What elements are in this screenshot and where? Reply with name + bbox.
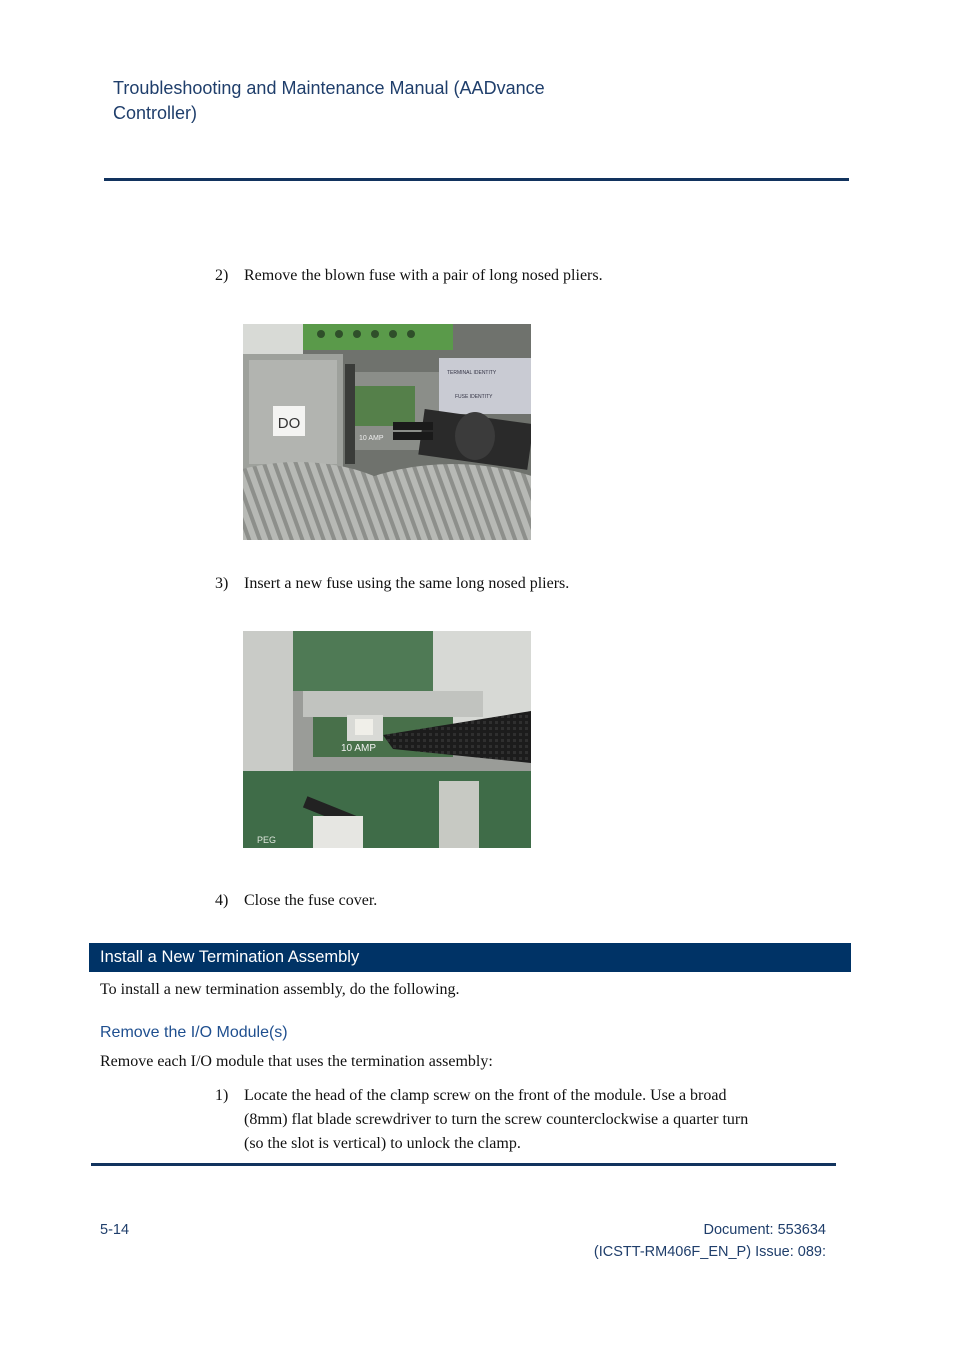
- photo-insert-fuse: [243, 631, 531, 848]
- step-number: 3): [215, 575, 229, 592]
- board-peg-text: PEG: [257, 835, 277, 845]
- step-number: 2): [215, 267, 229, 284]
- do-label: DO: [277, 415, 301, 432]
- footer-divider: [91, 1163, 836, 1166]
- step-4: [215, 889, 835, 913]
- subsection-intro: Remove each I/O module that uses the termination assembly:: [100, 1053, 493, 1070]
- document-header-title: Troubleshooting and Maintenance Manual (AADvance Controller): [113, 78, 545, 123]
- step-text-line-2: (8mm) flat blade screwdriver to turn the screw counterclockwise a quarter turn: [244, 1111, 749, 1128]
- header-divider: [104, 178, 849, 181]
- subsection-heading-remove-io-modules: Remove the I/O Module(s): [100, 1024, 288, 1041]
- sticker-terminal-identity: TERMINAL IDENTITY: [447, 370, 497, 376]
- page-number: 5-14: [100, 1222, 130, 1238]
- step-number: 4): [215, 892, 229, 909]
- photo-remove-fuse-graphic: [243, 324, 531, 540]
- step-text: Insert a new fuse using the same long nosed pliers.: [244, 575, 570, 592]
- step-text-line-3: (so the slot is vertical) to unlock the clamp.: [244, 1135, 521, 1152]
- step-text-line-1: Locate the head of the clamp screw on the front of the module. Use a broad: [244, 1087, 727, 1104]
- step-3: [215, 572, 835, 596]
- document-issue: (ICSTT-RM406F_EN_P) Issue: 089:: [593, 1244, 826, 1260]
- fuse-rating-text: 10 AMP: [359, 435, 384, 442]
- section-heading-install-termination-assembly: Install a New Termination Assembly: [89, 943, 851, 972]
- step-text: Close the fuse cover.: [244, 892, 378, 909]
- photo-insert-fuse-graphic: [243, 631, 531, 848]
- document-number: Document: 553634: [703, 1222, 826, 1238]
- fuse-rating-text: 10 AMP: [341, 743, 377, 754]
- step-number: 1): [215, 1087, 229, 1104]
- step-1-unlock-clamp: [215, 1084, 835, 1156]
- photo-remove-fuse: [243, 324, 531, 540]
- section-intro: To install a new termination assembly, do the following.: [100, 981, 460, 998]
- step-2: [215, 264, 835, 288]
- step-text: Remove the blown fuse with a pair of long nosed pliers.: [244, 267, 603, 284]
- sticker-fuse-identity: FUSE IDENTITY: [455, 394, 493, 400]
